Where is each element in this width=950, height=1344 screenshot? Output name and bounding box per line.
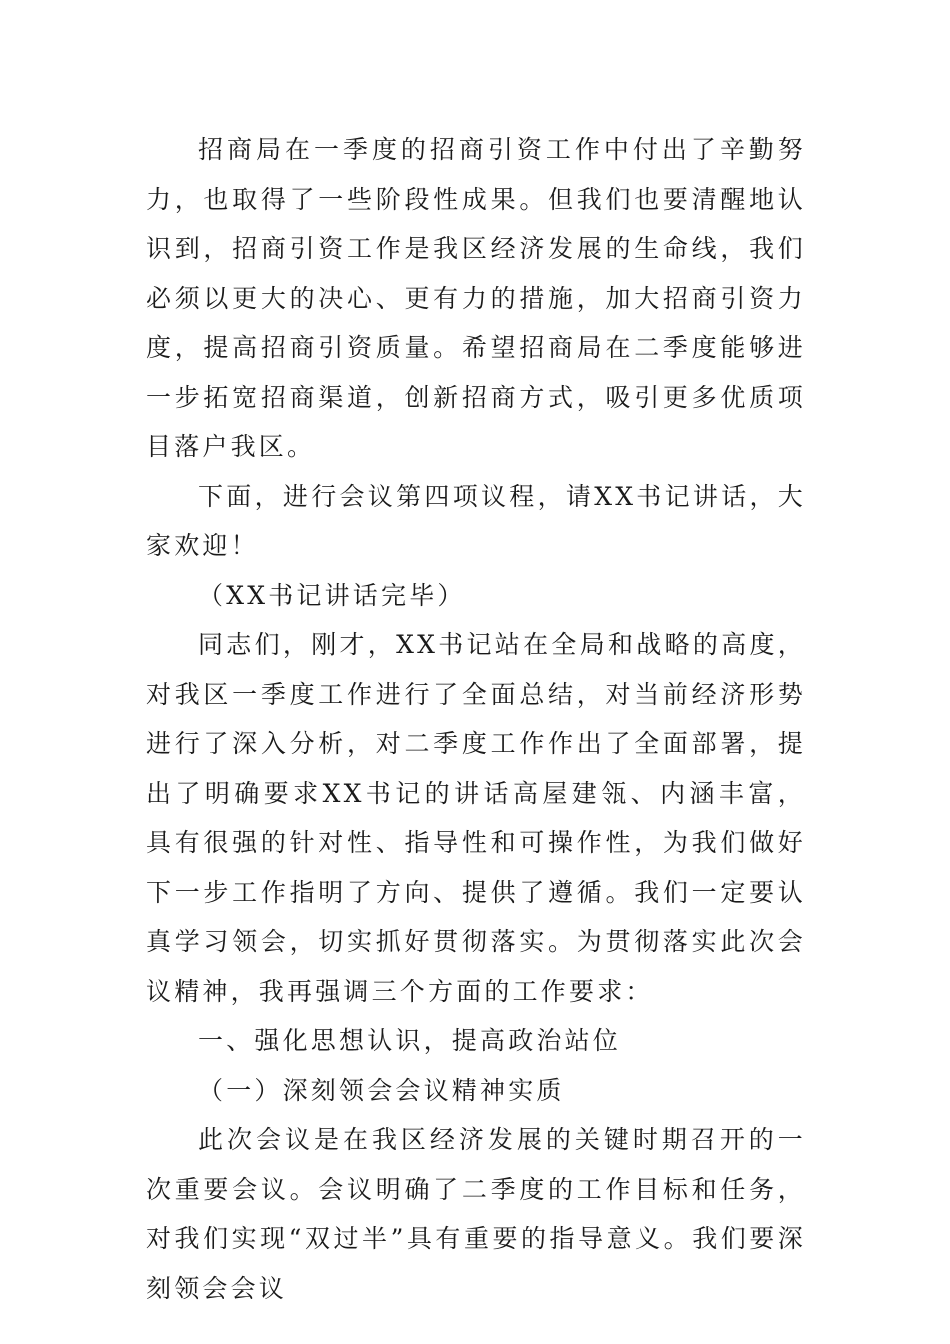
paragraph-comrades-summary: 同志们，刚才，XX书记站在全局和战略的高度，对我区一季度工作进行了全面总结，对当前经济形势进行了深入分析，对二季度工作作出了全面部署，提出了明确要求XX书记的讲话高屋建瓴、内涵丰富，具有很强的针对性、指导性和可操作性，为我们做好下一步工作指明了方向、提供了遵循。我们一定要认真学习领会，切实抓好贯彻落实。为贯彻落实此次会议精神，我再强调三个方面的工作要求： [146, 630, 806, 1006]
paragraph-meeting-significance: 此次会议是在我区经济发展的关键时期召开的一次重要会议。会议明确了二季度的工作目标和任务，对我们实现“双过半”具有重要的指导意义。我们要深刻领会会议 [146, 1125, 806, 1303]
paragraph-speech-finished-note: （XX书记讲话完毕） [198, 580, 466, 610]
heading-subsection-one: （一）深刻领会会议精神实质 [198, 1075, 565, 1105]
paragraph-investment-summary: 招商局在一季度的招商引资工作中付出了辛勤努力，也取得了一些阶段性成果。但我们也要清醒地认识到，招商引资工作是我区经济发展的生命线，我们必须以更大的决心、更有力的措施，加大招商引资力度，提高招商引资质量。希望招商局在二季度能够进一步拓宽招商渠道，创新招商方式，吸引更多优质项目落户我区。 [146, 135, 806, 461]
document-body [146, 125, 806, 1313]
heading-section-one: 一、强化思想认识，提高政治站位 [198, 1026, 622, 1055]
paragraph-agenda-item-four: 下面，进行会议第四项议程，请XX书记讲话，大家欢迎！ [146, 481, 806, 560]
